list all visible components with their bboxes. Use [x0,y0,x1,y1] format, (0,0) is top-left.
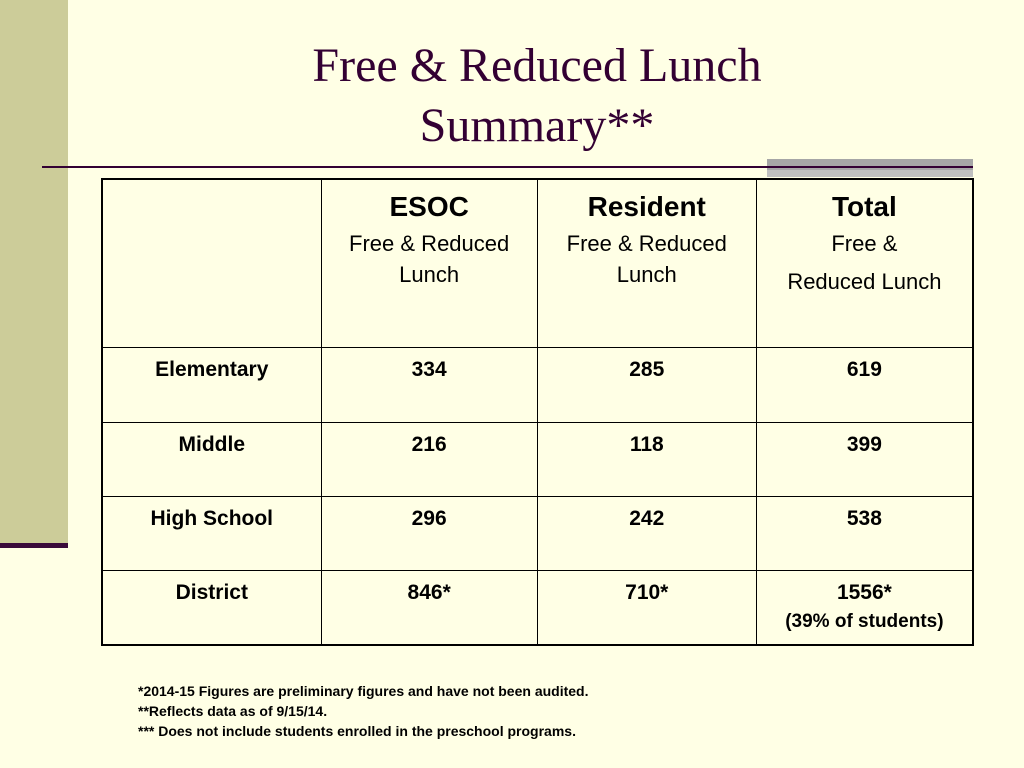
header-cell-total [756,179,973,348]
row-label: High School [102,496,321,570]
table-header-row [102,179,973,348]
footnotes [138,681,588,741]
footnote: *2014-15 Figures are preliminary figures and have not been audited. [138,683,589,699]
lunch-summary-table [101,178,974,646]
slide-title [68,36,1006,156]
header-cell-empty [102,179,321,348]
header-esoc-subtitle: Free & Reduced Lunch [349,231,510,287]
resident-value: 285 [537,348,756,422]
total-cell [756,571,973,645]
header-total-subtitle-line1: Free & [831,231,898,256]
row-label: Middle [102,422,321,496]
side-band [0,0,68,545]
header-total-title: Total [831,191,897,222]
header-resident-title: Resident [587,191,706,222]
table-row [102,422,973,496]
total-percent-note: (39% of students) [785,611,944,633]
header-cell-esoc [321,179,537,348]
total-value: 538 [756,496,973,570]
title-accent-bar-shade [767,170,973,177]
row-label: Elementary [102,348,321,422]
resident-value: 242 [537,496,756,570]
header-cell-resident [537,179,756,348]
title-rule [42,166,973,168]
footnote: **Reflects data as of 9/15/14. [138,703,328,719]
total-value: 399 [756,422,973,496]
resident-value: 118 [537,422,756,496]
slide-title-line1: Free & Reduced Lunch [312,39,762,92]
header-resident-subtitle: Free & Reduced Lunch [566,231,727,287]
esoc-value: 334 [321,348,537,422]
slide-title-line2: Summary** [419,99,655,152]
resident-value: 710* [537,571,756,645]
side-band-rule [0,543,68,548]
total-value: 619 [756,348,973,422]
esoc-value: 216 [321,422,537,496]
table-row [102,348,973,422]
table-row [102,571,973,645]
esoc-value: 846* [321,571,537,645]
footnote: *** Does not include students enrolled in the preschool programs. [138,723,576,739]
table-row [102,496,973,570]
header-esoc-title: ESOC [389,191,469,222]
esoc-value: 296 [321,496,537,570]
header-total-subtitle-line2: Reduced Lunch [787,269,942,294]
row-label: District [102,571,321,645]
total-value: 1556* [836,581,892,605]
